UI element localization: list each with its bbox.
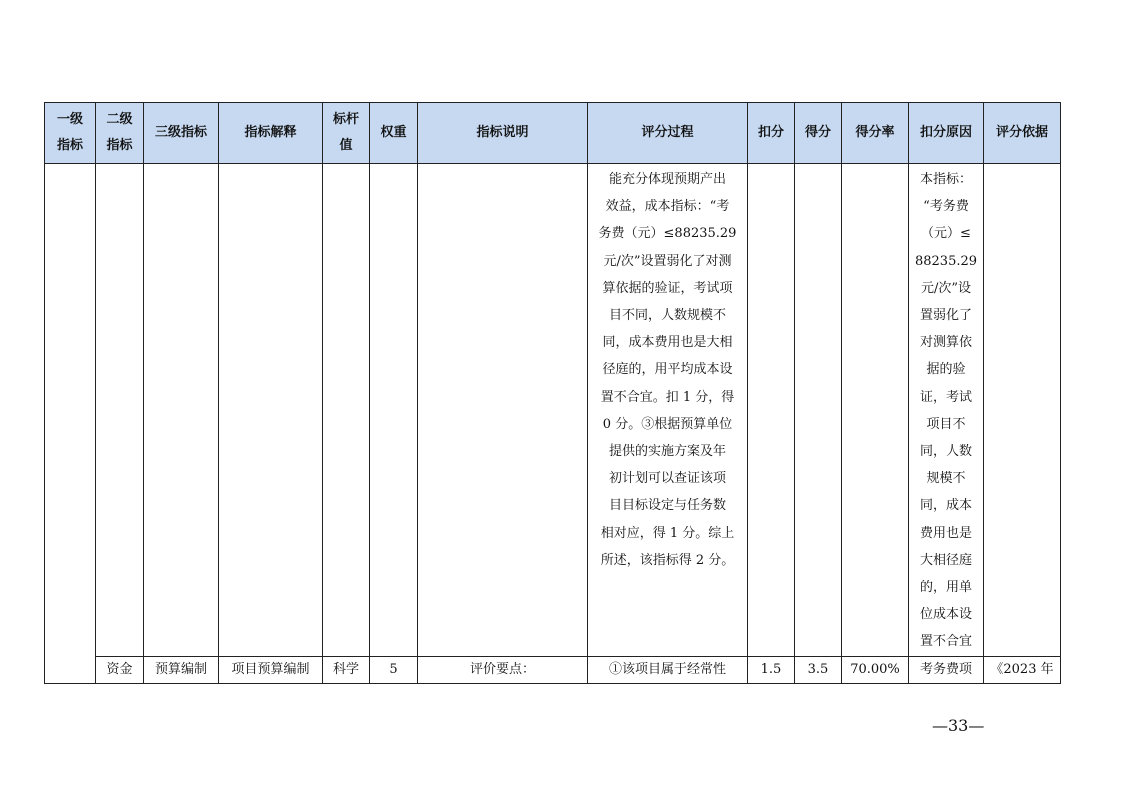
reason-line: 据的验 xyxy=(926,362,966,378)
header-level1: 一级 指标 xyxy=(45,103,96,164)
cell-reason xyxy=(909,164,984,657)
cell-score: 3.5 xyxy=(795,656,842,683)
cell-rate: 70.00% xyxy=(842,656,909,683)
reason-line: 的，用单 xyxy=(919,580,972,596)
reason-line: “考务费 xyxy=(923,199,969,215)
reason-line: 规模不 xyxy=(926,471,966,487)
reason-line: 大相径庭 xyxy=(919,552,972,568)
reason-text xyxy=(909,164,983,656)
process-line: 0 分。③根据预算单位 xyxy=(602,416,733,432)
reason-line: 置不合宜 xyxy=(919,634,972,650)
table-row xyxy=(45,164,1061,657)
cell-reason: 考务费项 xyxy=(909,656,984,683)
header-score: 得分 xyxy=(795,103,842,164)
header-process: 评分过程 xyxy=(588,103,748,164)
cell-description: 评价要点： xyxy=(418,656,588,683)
process-line: 径庭的，用平均成本设 xyxy=(602,362,733,378)
reason-line: 88235.29 xyxy=(914,253,978,269)
table-header-row xyxy=(45,103,1061,164)
cell-basis xyxy=(984,164,1061,657)
process-line: 能充分体现预期产出 xyxy=(608,172,726,187)
cell-process xyxy=(588,164,748,657)
cell-level1 xyxy=(45,164,96,684)
process-line: 初计划可以查证该项 xyxy=(608,471,726,487)
cell-level3 xyxy=(144,164,219,657)
header-benchmark: 标杆 值 xyxy=(323,103,370,164)
process-line: 目目标设定与任务数 xyxy=(608,498,726,514)
process-line: 目不同，人数规模不 xyxy=(608,308,726,324)
reason-line: 项目不 xyxy=(926,416,966,432)
process-line: 算依据的验证，考试项 xyxy=(602,280,733,296)
process-line: 同，成本费用也是大相 xyxy=(602,335,733,351)
reason-line: 本指标： xyxy=(919,172,972,187)
cell-weight: 5 xyxy=(370,656,418,683)
process-line: 效益，成本指标：“考 xyxy=(605,199,730,215)
cell-explanation xyxy=(219,164,323,657)
process-line: 所述，该指标得 2 分。 xyxy=(600,552,735,568)
cell-explanation: 项目预算编制 xyxy=(219,656,323,683)
cell-benchmark xyxy=(323,164,370,657)
cell-description xyxy=(418,164,588,657)
process-line: 置不合宜。扣 1 分，得 xyxy=(600,389,735,405)
header-weight: 权重 xyxy=(370,103,418,164)
cell-deduction xyxy=(748,164,795,657)
reason-line: 费用也是 xyxy=(919,525,972,541)
table-row xyxy=(45,656,1061,683)
reason-line: 位成本设 xyxy=(919,607,972,623)
reason-line: 证，考试 xyxy=(919,389,972,405)
cell-level2 xyxy=(96,164,144,657)
cell-process: ①该项目属于经常性 xyxy=(588,656,748,683)
process-line: 相对应，得 1 分。综上 xyxy=(600,525,735,541)
reason-line: 同，成本 xyxy=(919,498,972,514)
header-deduction: 扣分 xyxy=(748,103,795,164)
process-line: 务费（元）≤88235.29 xyxy=(598,226,737,242)
cell-rate xyxy=(842,164,909,657)
cell-level2: 资金 xyxy=(96,656,144,683)
reason-line: （元）≤ xyxy=(921,226,971,242)
cell-benchmark: 科学 xyxy=(323,656,370,683)
header-basis: 评分依据 xyxy=(984,103,1061,164)
header-level2: 二级 指标 xyxy=(96,103,144,164)
cell-level3: 预算编制 xyxy=(144,656,219,683)
header-reason: 扣分原因 xyxy=(909,103,984,164)
process-text xyxy=(588,164,747,574)
header-explanation: 指标解释 xyxy=(219,103,323,164)
page-number: —33— xyxy=(932,716,985,735)
cell-weight xyxy=(370,164,418,657)
cell-basis: 《2023 年 xyxy=(984,656,1061,683)
evaluation-table xyxy=(44,102,1061,684)
process-line: 提供的实施方案及年 xyxy=(608,444,726,460)
process-line: 元/次”设置弱化了对测 xyxy=(603,253,732,269)
reason-line: 对测算依 xyxy=(919,335,972,351)
header-description: 指标说明 xyxy=(418,103,588,164)
header-rate: 得分率 xyxy=(842,103,909,164)
cell-deduction: 1.5 xyxy=(748,656,795,683)
header-level3: 三级指标 xyxy=(144,103,219,164)
reason-line: 元/次”设 xyxy=(920,280,972,296)
cell-score xyxy=(795,164,842,657)
reason-line: 置弱化了 xyxy=(919,308,972,324)
reason-line: 同，人数 xyxy=(919,444,972,460)
